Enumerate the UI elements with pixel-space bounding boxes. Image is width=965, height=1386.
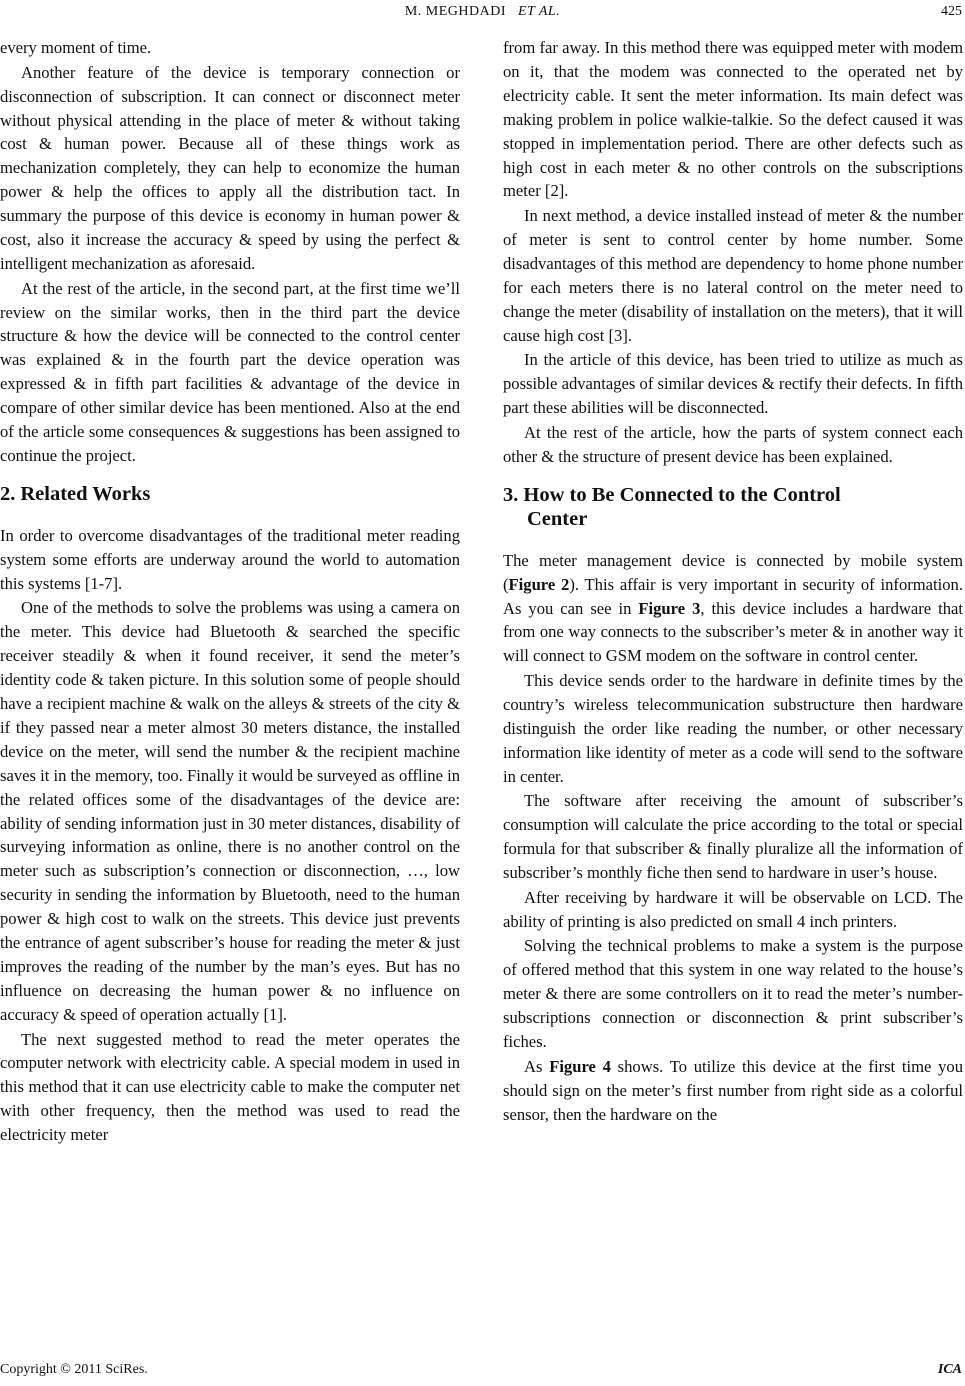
- section-heading-control-center: [503, 483, 963, 531]
- page-number: 425: [941, 4, 962, 19]
- journal-abbrev: ICA: [937, 1362, 962, 1377]
- copyright: Copyright © 2011 SciRes.: [0, 1362, 148, 1377]
- section-number: 3.: [503, 483, 519, 506]
- paragraph: After receiving by hardware it will be observable on LCD. The ability of printing is also predicted on small 4 inch printers.: [503, 887, 963, 931]
- section-heading-related-works: [0, 482, 460, 506]
- text-run: shows. To utilize this device at the first time you should sign on the meter’s first number from right side as a colorful sensor, then the hardware on the: [503, 1056, 964, 1124]
- paragraph: One of the methods to solve the problems was using a camera on the meter. This device had Bluetooth & searched the specific receiver steadily & when it found receiver, it send the meter’s identity code & taken picture. In this solution some of people should have a recipient machine & walk on the alleys & streets of the city & if they passed near a meter almost 30 meters distance, the installed device on the meter, will send the number & the recipient machine saves it in the memory, too. Finally it would be surveyed as offline in the related offices some of the disadvantages of the device are: ability of sending information just in 30 meter distances, disability of surveying information as online, there is no another control on the meter such as subscription’s connection or disconnection, …, low security in sending the information by Bluetooth, need to the human power & high cost to walk on the streets. This device just prevents the entrance of agent subscriber’s house for reading the meter & just improves the reading of the number by the man’s eyes. But has no influence on decreasing the human power & no influence on accuracy & speed of operation actually [1].: [0, 598, 460, 1024]
- section-title: Related Works: [20, 482, 151, 505]
- text-run: ). This affair is very important in security of information. As you can see in: [503, 574, 964, 618]
- right-column: [503, 36, 963, 1127]
- figure-ref: Figure 2: [508, 574, 570, 594]
- text-run: , this device includes a hardware that from one way connects to the subscriber’s meter & in another way it will connect to GSM modem on the software in control center.: [503, 598, 963, 666]
- page-footer: [0, 1362, 965, 1384]
- section-title-continued: Center: [527, 507, 588, 530]
- author-name: M. MEGHDADI: [404, 4, 506, 19]
- running-head: [0, 4, 965, 20]
- paragraph: [503, 1055, 963, 1127]
- figure-ref: Figure 4: [549, 1056, 611, 1076]
- et-al: ET AL.: [518, 4, 561, 19]
- paragraph: Another feature of the device is temporary connection or disconnection of subscription. It can connect or disconnect meter without physical attending in the place of meter & without taking cost & human power. Because all of these things work as mechanization completely, they can help to economize the human power & help the offices to apply all the distribution tact. In summary the purpose of this device is economy in human power & cost, also it increase the accuracy & speed by using the perfect & intelligent mechanization as aforesaid.: [0, 62, 460, 273]
- paragraph: In order to overcome disadvantages of the traditional meter reading system some efforts are underway around the world to automation this systems [1-7].: [0, 525, 460, 593]
- paragraph: every moment of time.: [0, 38, 152, 57]
- paragraph: At the rest of the article, how the parts of system connect each other & the structure of present device has been explained.: [503, 422, 963, 466]
- paragraph: The next suggested method to read the meter operates the computer network with electricity cable. A special modem in used in this method that it can use electricity cable to make the computer net with other frequency, then the method was used to read the electricity meter: [0, 1029, 460, 1145]
- paragraph: The software after receiving the amount of subscriber’s consumption will calculate the price according to the total or special formula for that subscriber & finally pluralize all the information of subscriber’s monthly fiche then send to hardware in user’s house.: [503, 791, 963, 883]
- paragraph: Solving the technical problems to make a system is the purpose of offered method that this system in one way related to the house’s meter & there are some controllers on it to read the meter’s number-subscriptions connection or disconnection & print subscriber’s fiches.: [503, 936, 963, 1052]
- text-run: As: [524, 1056, 550, 1076]
- left-column: [0, 36, 460, 1148]
- figure-ref: Figure 3: [638, 598, 701, 618]
- paragraph: At the rest of the article, in the second part, at the first time we’ll review on the similar works, then in the third part the device structure & how the device will be connected to the control center was explained & in the fourth part the device operation was expressed & in fifth part facilities & advantage of the device in compare of other similar device has been mentioned. Also at the end of the article some consequences & suggestions has been assigned to continue the project.: [0, 278, 460, 465]
- paragraph: This device sends order to the hardware in definite times by the country’s wireless telecommunication substructure then hardware distinguish the order like reading the number, or other necessary information like identity of meter as a code will send to the software in center.: [503, 671, 963, 786]
- paragraph: [503, 549, 963, 669]
- section-title: How to Be Connected to the Control: [523, 483, 841, 506]
- paragraph: In the article of this device, has been tried to utilize as much as possible advantages of similar devices & rectify their defects. In fifth part these abilities will be disconnected.: [503, 350, 963, 418]
- section-number: 2.: [0, 482, 16, 505]
- paragraph: In next method, a device installed instead of meter & the number of meter is sent to control center by home number. Some disadvantages of this method are dependency to home phone number for each meters there is no lateral control on the meter need to change the meter (disability of installation on the meters), that it will cause high cost [3].: [503, 206, 963, 345]
- text-run: The meter management device is connected by mobile system (: [503, 550, 963, 594]
- page-header: [0, 4, 965, 30]
- paragraph: from far away. In this method there was equipped meter with modem on it, that the modem was connected to the operated net by electricity cable. It sent the meter information. Its main defect was making problem in police walkie-talkie. So the defect caused it was stopped in implementation period. There are other defects such as high cost in each meter & no other controls on the subscriptions meter [2].: [503, 38, 963, 201]
